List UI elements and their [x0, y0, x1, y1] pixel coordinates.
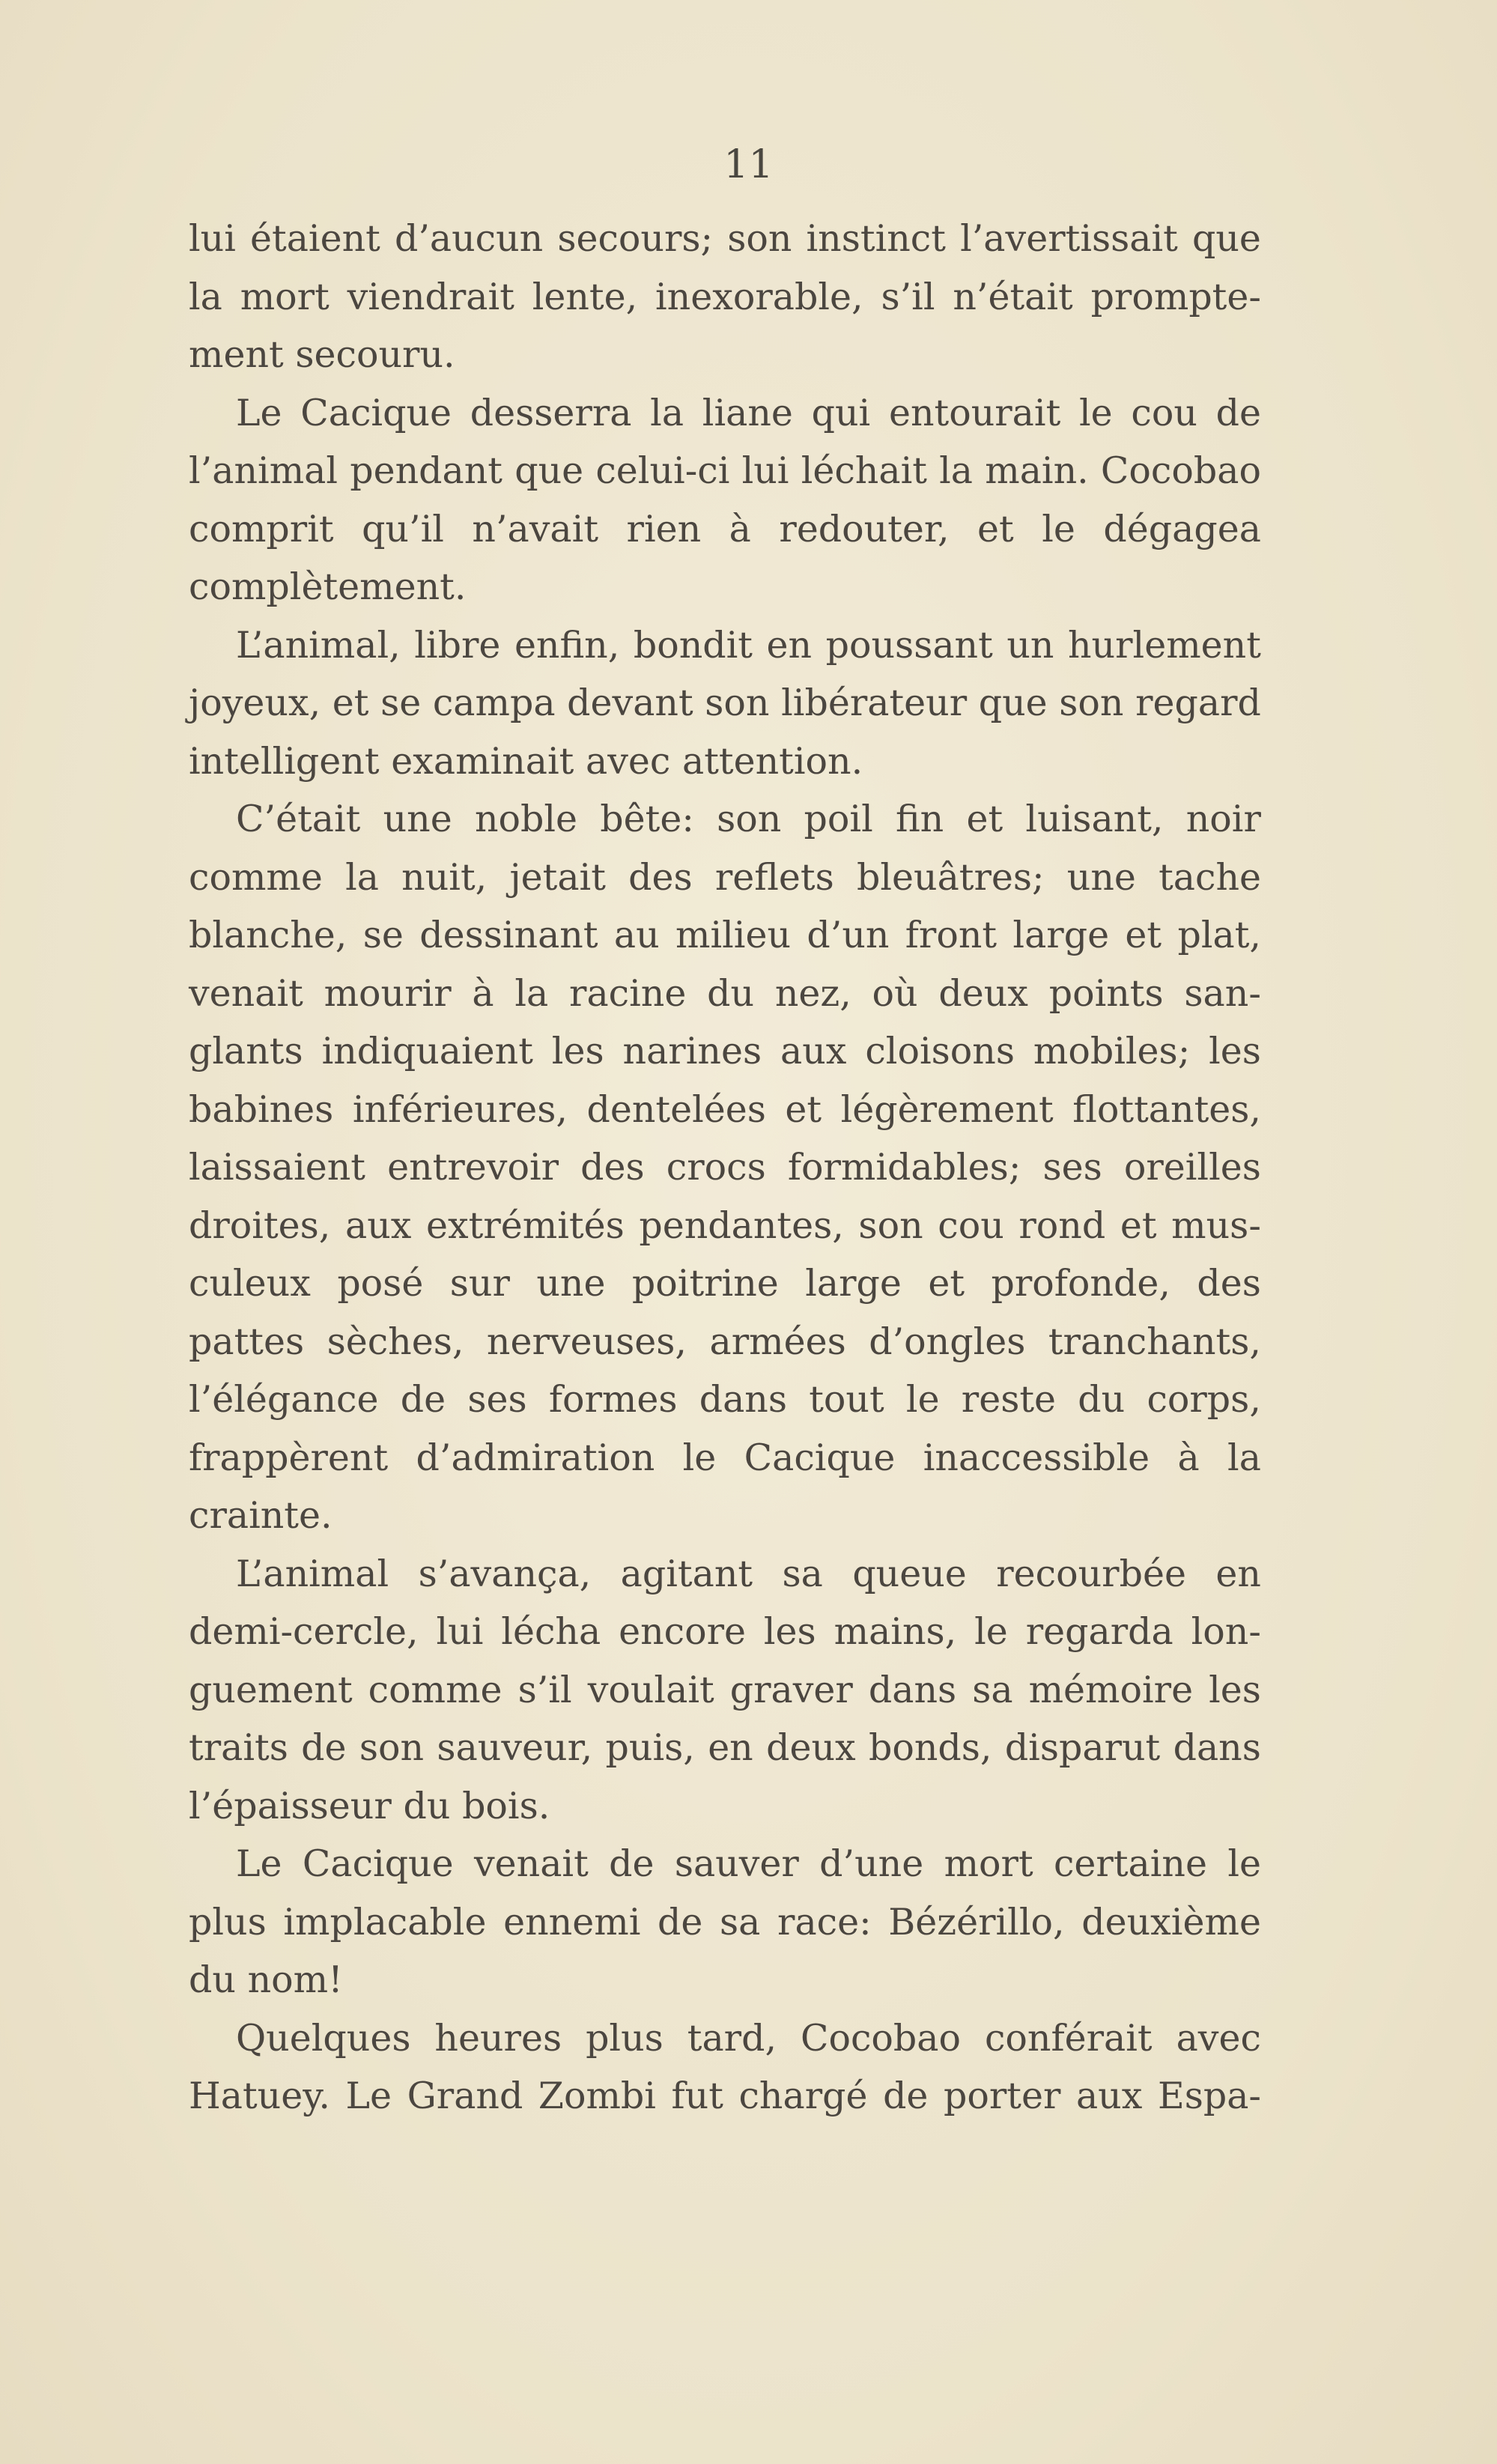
text-line: du nom!: [189, 1958, 343, 2001]
page-number: 11: [723, 142, 774, 187]
text-line: pattes sèches, nerveuses, armées d’ongles tranchants,: [189, 1320, 1261, 1363]
text-line: ment secouru.: [189, 333, 455, 376]
text-line: L’animal s’avança, agitant sa queue recourbée en: [236, 1552, 1261, 1595]
text-line: Le Cacique desserra la liane qui entourait le cou de: [236, 391, 1261, 434]
text-line: lui étaient d’aucun secours; son instinct l’avertissait que: [189, 217, 1261, 260]
text-line: l’animal pendant que celui-ci lui léchait la main. Cocobao: [189, 449, 1261, 492]
text-line: crainte.: [189, 1494, 333, 1537]
text-line: la mort viendrait lente, inexorable, s’il n’était prompte-: [189, 275, 1261, 318]
text-line: C’était une noble bête: son poil fin et luisant, noir: [236, 798, 1261, 840]
text-line: plus implacable ennemi de sa race: Bézérillo, deuxième: [189, 1900, 1261, 1943]
text-line: frappèrent d’admiration le Cacique inaccessible à la: [189, 1436, 1261, 1479]
text-line: L’animal, libre enfin, bondit en poussant un hurlement: [236, 623, 1261, 667]
text-line: Le Cacique venait de sauver d’une mort certaine le: [236, 1842, 1261, 1885]
text-line: laissaient entrevoir des crocs formidables; ses oreilles: [189, 1146, 1261, 1189]
text-line: joyeux, et se campa devant son libérateur que son regard: [189, 682, 1261, 724]
text-line: l’élégance de ses formes dans tout le reste du corps,: [189, 1378, 1261, 1421]
text-line: complètement.: [189, 565, 467, 608]
body-text: [189, 210, 1261, 2125]
text-line: comprit qu’il n’avait rien à redouter, et le dégagea: [189, 507, 1261, 550]
text-line: babines inférieures, dentelées et légèrement flottantes,: [189, 1087, 1261, 1131]
text-line: traits de son sauveur, puis, en deux bonds, disparut dans: [189, 1726, 1261, 1769]
text-line: glants indiquaient les narines aux cloisons mobiles; les: [189, 1030, 1261, 1072]
text-line: comme la nuit, jetait des reflets bleuâtres; une tache: [189, 855, 1261, 899]
text-line: demi-cercle, lui lécha encore les mains, le regarda lon-: [189, 1610, 1261, 1653]
text-line: Hatuey. Le Grand Zombi fut chargé de porter aux Espa-: [189, 2075, 1261, 2117]
text-line: culeux posé sur une poitrine large et profonde, des: [189, 1262, 1261, 1305]
text-line: guement comme s’il voulait graver dans sa mémoire les: [189, 1668, 1261, 1711]
text-line: l’épaisseur du bois.: [189, 1784, 550, 1827]
text-line: droites, aux extrémités pendantes, son cou rond et mus-: [189, 1204, 1261, 1247]
text-line: intelligent examinait avec attention.: [189, 739, 863, 783]
text-line: venait mourir à la racine du nez, où deux points san-: [189, 971, 1261, 1015]
text-line: blanche, se dessinant au milieu d’un front large et plat,: [189, 914, 1261, 956]
text-line: Quelques heures plus tard, Cocobao conférait avec: [236, 2016, 1261, 2060]
